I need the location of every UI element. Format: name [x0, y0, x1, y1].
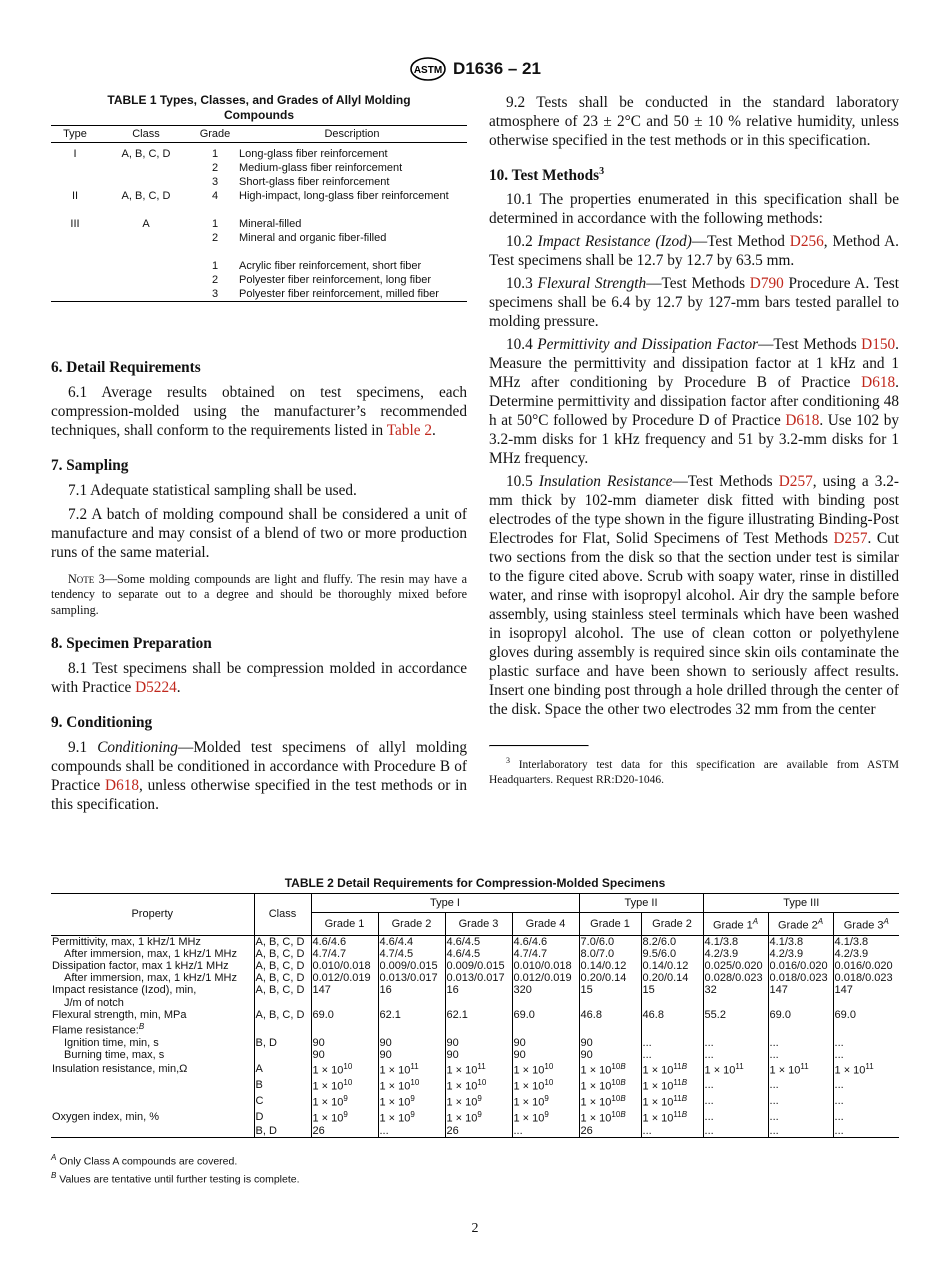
table2 — [51, 893, 899, 1138]
d150-link[interactable]: D150 — [861, 336, 896, 354]
d790-link[interactable]: D790 — [749, 275, 784, 293]
table2-property-cell: After immersion, max, 1 kHz/1 MHz — [64, 972, 237, 985]
table2-value-cell: 90 — [311, 1049, 378, 1061]
table2-value-cell: ... — [768, 1049, 833, 1061]
d257-link[interactable]: D257 — [833, 530, 868, 548]
table2-value-cell: 4.2/3.9 — [833, 948, 899, 960]
table2-value-cell: ... — [512, 1125, 579, 1138]
table2-grade-header: Grade 1 — [311, 913, 378, 936]
table2-value-cell: 0.012/0.019 — [311, 972, 378, 984]
table2-value-cell: 0.025/0.020 — [703, 960, 768, 972]
designation: D1636 – 21 — [453, 59, 541, 78]
table2-value-cell: ... — [833, 1125, 899, 1138]
table2-value-cell: 0.14/0.12 — [579, 960, 641, 972]
table2-value-cell: 0.013/0.017 — [378, 972, 445, 984]
table2-value-cell: ... — [768, 1125, 833, 1138]
table-row — [51, 948, 899, 960]
para-10-4: 10.4 Permittivity and Dissipation Factor—Test Methods D150. Measure the permittivity and dissipation factor at 1 kHz and 1 MHz after conditioning by Procedure B of Practice D618. Determine permittivity and dissipation factor after conditioning 48 h at 50°C followed by Procedure D of Practice D618. Use 102 by 3.2-mm disks for 1 kHz frequency and 51 by 3.2-mm disks for 1 MHz frequency. — [489, 336, 899, 468]
table1-caption: TABLE 1 Types, Classes, and Grades of Allyl Molding Compounds — [107, 93, 411, 122]
table2-value-cell: 4.1/3.8 — [703, 935, 768, 948]
table2-value-cell — [378, 1021, 445, 1037]
section-7-title: 7. Sampling — [51, 456, 129, 474]
table2-value-cell — [445, 1021, 512, 1037]
table2-value-cell: $1 \times 10^{11}$ — [378, 1061, 445, 1077]
table2-value-cell — [311, 1021, 378, 1037]
table2-value-cell: $1 \times 10^{10}$ — [512, 1061, 579, 1077]
table2-value-cell: $1 \times 10^9$ — [445, 1093, 512, 1109]
table2-value-cell — [579, 997, 641, 1009]
footnote-3: $^3$ Interlaboratory test data for this specification are available from ASTM Headquarters. Request RR:D20-1046. — [489, 756, 899, 786]
table2-value-cell: 16 — [378, 984, 445, 996]
table2-value-cell: ... — [833, 1093, 899, 1109]
table2-class-cell: B — [254, 1077, 311, 1093]
table2-value-cell: $1 \times 10^{10B}$ — [579, 1093, 641, 1109]
table2-value-cell: $1 \times 10^{11}$ — [703, 1061, 768, 1077]
para-7-2: 7.2 A batch of molding compound shall be considered a unit of manufacture and may consist of a blend of two or more production runs of the same material. — [51, 505, 467, 561]
table2-value-cell: 0.013/0.017 — [445, 972, 512, 984]
table2-value-cell: 4.1/3.8 — [768, 935, 833, 948]
table2-value-cell: 7.0/6.0 — [579, 935, 641, 948]
table2-value-cell: $1 \times 10^{11B}$ — [641, 1077, 703, 1093]
table-row — [51, 972, 899, 984]
table-row: I A, B, C, D 1 Long-glass fiber reinforcement — [73, 147, 388, 160]
table2-property-cell: After immersion, max, 1 kHz/1 MHz — [64, 947, 237, 960]
table2-value-cell: $1 \times 10^{11B}$ — [641, 1093, 703, 1109]
table2-class-cell: A, B, C, D — [254, 935, 311, 948]
table2-property-cell: Flexural strength, min, MPa — [52, 1008, 187, 1021]
table2-value-cell: ... — [833, 1049, 899, 1061]
table2-value-cell: $1 \times 10^9$ — [512, 1109, 579, 1125]
table2-grade-header: Grade 3 — [445, 913, 512, 936]
page-number: 2 — [471, 1221, 479, 1236]
table2-col-property: Property — [51, 894, 254, 936]
table2-value-cell: 8.2/6.0 — [641, 935, 703, 948]
table1-col-description: Description — [237, 126, 467, 143]
table2-value-cell: ... — [768, 1077, 833, 1093]
para-6-1: 6.1 Average results obtained on test specimens, each compression-molded using the manufacturer’s recommended techniques, shall conform to the requirements listed in Table 2. — [51, 383, 467, 439]
table-row — [51, 1009, 899, 1021]
table2-value-cell: $1 \times 10^9$ — [445, 1109, 512, 1125]
table2-value-cell: 4.2/3.9 — [768, 948, 833, 960]
table2-footnote-b: $^B$ Values are tentative until further testing is complete. — [51, 1170, 300, 1185]
table-row — [51, 1061, 899, 1077]
table2-property-cell: Insulation resistance, min,Ω — [52, 1063, 188, 1076]
table2-value-cell: $1 \times 10^{10B}$ — [579, 1061, 641, 1077]
table2-value-cell: 90 — [445, 1037, 512, 1049]
para-10-1: 10.1 The properties enumerated in this specification shall be determined in accordance with the following methods: — [489, 191, 899, 228]
table2-value-cell: $1 \times 10^{10}$ — [378, 1077, 445, 1093]
para-7-1: 7.1 Adequate statistical sampling shall be used. — [68, 481, 357, 499]
table2-class-cell: A, B, C, D — [254, 960, 311, 972]
table2-col-type1: Type I — [311, 894, 579, 913]
table2-value-cell: $1 \times 10^9$ — [512, 1093, 579, 1109]
d257-link[interactable]: D257 — [778, 473, 813, 491]
table2-value-cell: 15 — [641, 984, 703, 996]
table2-value-cell: ... — [641, 1125, 703, 1138]
table2-value-cell: 69.0 — [512, 1009, 579, 1021]
table2-class-cell: B, D — [254, 1125, 311, 1138]
table2-value-cell: 15 — [579, 984, 641, 996]
table2-class-cell: A, B, C, D — [254, 1009, 311, 1021]
table2-value-cell — [641, 997, 703, 1009]
table2-value-cell: 0.14/0.12 — [641, 960, 703, 972]
table-row: 3 Polyester fiber reinforcement, milled fiber — [51, 287, 467, 302]
table2-value-cell: 0.20/0.14 — [579, 972, 641, 984]
table2-value-cell: ... — [768, 1109, 833, 1125]
table2-value-cell — [311, 997, 378, 1009]
d256-link[interactable]: D256 — [789, 233, 824, 251]
table2-class-cell: B, D — [254, 1037, 311, 1049]
table2-value-cell: ... — [641, 1037, 703, 1049]
table2-value-cell — [833, 1021, 899, 1037]
table-row: II A, B, C, D 4 High-impact, long-glass fiber reinforcement — [71, 189, 449, 202]
table2-grade-header: Grade 2 — [641, 913, 703, 936]
table2-property-cell: J/m of notch — [64, 996, 124, 1009]
table2-value-cell: 320 — [512, 984, 579, 996]
table2-value-cell: 0.012/0.019 — [512, 972, 579, 984]
table2-value-cell: 0.20/0.14 — [641, 972, 703, 984]
table2-value-cell: $1 \times 10^{10}$ — [445, 1077, 512, 1093]
table2-class-cell: A, B, C, D — [254, 972, 311, 984]
table2-value-cell: 69.0 — [768, 1009, 833, 1021]
table-row — [51, 1037, 899, 1049]
table2-class-cell — [254, 997, 311, 1009]
table2-property-cell: Oxygen index, min, % — [52, 1110, 159, 1123]
table2-value-cell: 4.7/4.7 — [512, 948, 579, 960]
table2-value-cell: ... — [703, 1125, 768, 1138]
table2-value-cell: 90 — [579, 1049, 641, 1061]
table-row — [51, 997, 899, 1009]
table2-value-cell: 147 — [311, 984, 378, 996]
table1 — [51, 125, 467, 302]
table2-value-cell: 69.0 — [833, 1009, 899, 1021]
table2-value-cell: 46.8 — [641, 1009, 703, 1021]
para-10-3: 10.3 Flexural Strength—Test Methods D790 Procedure A. Test specimens shall be 6.4 by 12.7 by 127-mm bars tested parallel to molding pressure. — [489, 275, 900, 331]
table2-value-cell — [512, 1021, 579, 1037]
table2-value-cell: $1 \times 10^9$ — [311, 1109, 378, 1125]
table2-value-cell: $1 \times 10^{11B}$ — [641, 1109, 703, 1125]
table2-value-cell: 0.016/0.020 — [833, 960, 899, 972]
table2-value-cell: 32 — [703, 984, 768, 996]
table2-value-cell — [512, 997, 579, 1009]
table2-value-cell: 55.2 — [703, 1009, 768, 1021]
table2-value-cell: 8.0/7.0 — [579, 948, 641, 960]
note-3: Note 3—Some molding compounds are light and fluffy. The resin may have a tendency to separate out to a degree and should be thoroughly mixed before sampling. — [51, 571, 467, 617]
table2-value-cell: ... — [768, 1093, 833, 1109]
table-row: 2 Medium-glass fiber reinforcement — [211, 161, 403, 174]
table2-col-type2: Type II — [579, 894, 703, 913]
table-row — [51, 1093, 899, 1109]
table-row — [51, 1077, 899, 1093]
table2-value-cell: ... — [833, 1037, 899, 1049]
table2-grade-header: Grade 2 — [378, 913, 445, 936]
table2-value-cell: 0.028/0.023 — [703, 972, 768, 984]
table1-col-class: Class — [99, 126, 193, 143]
d5224-link[interactable]: D5224 — [135, 679, 177, 696]
para-10-2: 10.2 Impact Resistance (Izod)—Test Method D256, Method A. Test specimens shall be 12.7 by 12.7 by 63.5 mm. — [489, 233, 899, 270]
d618-link[interactable]: D618 — [105, 777, 140, 794]
table2-caption: TABLE 2 Detail Requirements for Compression-Molded Specimens — [284, 876, 666, 890]
para-9-1: 9.1 Conditioning—Molded test specimens of allyl molding compounds shall be conditioned in accordance with Procedure B of Practice D618, unless otherwise specified in the test methods or in this specification. — [51, 739, 467, 813]
table2-value-cell: 16 — [445, 984, 512, 996]
section-6-title: 6. Detail Requirements — [51, 358, 201, 376]
table2-value-cell: $1 \times 10^{11}$ — [768, 1061, 833, 1077]
table2-value-cell: 0.010/0.018 — [512, 960, 579, 972]
table1-col-type: Type — [51, 126, 99, 143]
table2-value-cell: 0.009/0.015 — [378, 960, 445, 972]
table2-property-cell: Flame resistance:$^B$ — [52, 1022, 145, 1037]
table2-value-cell — [641, 1021, 703, 1037]
table2-value-cell — [445, 997, 512, 1009]
table2-class-cell: C — [254, 1093, 311, 1109]
table2-value-cell: 0.018/0.023 — [768, 972, 833, 984]
right-column — [489, 93, 899, 788]
table2-value-cell: 4.6/4.5 — [445, 935, 512, 948]
table2-value-cell: 4.7/4.7 — [311, 948, 378, 960]
table2-value-cell: $1 \times 10^{10}$ — [311, 1061, 378, 1077]
table2-value-cell — [703, 1021, 768, 1037]
table-row — [51, 1021, 899, 1037]
page-header — [0, 56, 950, 87]
table2-property-cell — [51, 1077, 254, 1093]
table2-value-cell: ... — [703, 1077, 768, 1093]
table2-value-cell: 4.6/4.6 — [512, 935, 579, 948]
table2-class-cell — [254, 1049, 311, 1061]
table-row: 2 Mineral and organic fiber-filled — [211, 231, 387, 244]
table2-class-cell: A — [254, 1061, 311, 1077]
table2-class-cell: A, B, C, D — [254, 948, 311, 960]
table2-value-cell — [768, 997, 833, 1009]
table2-property-cell: Burning time, max, s — [64, 1049, 165, 1062]
table2-value-cell: ... — [703, 1037, 768, 1049]
table2-value-cell: 62.1 — [445, 1009, 512, 1021]
table2-col-type3: Type III — [703, 894, 899, 913]
table2-value-cell — [768, 1021, 833, 1037]
table2-value-cell: 90 — [445, 1049, 512, 1061]
table2-footnotes — [51, 1151, 300, 1186]
para-10-5: 10.5 Insulation Resistance—Test Methods D257, using a 3.2-mm thick by 102-mm diameter disk fitted with binding post electrodes of the type shown in the figure illustrating Binding-Post Electrodes for Flat, Solid Specimens of Test Methods D257. Cut two sections from the disk so that the section under test is similar to the figure cited above. Scrub with soapy water, rinse in distilled water, and rinse with isopropyl alcohol. Air dry the sample before assembly, using stainless steel terminals which have been washed in isopropyl alcohol. The use of clean cotton or polyethylene gloves during assembly is required since skin oils contaminate the plastic surface and have been shown to seriously affect results. Insert one binding post through a hole drilled through the center of the disk. Space the other two electrodes 32 mm from the center — [489, 473, 900, 719]
table2-value-cell: 26 — [579, 1125, 641, 1138]
d618-link[interactable]: D618 — [785, 412, 820, 430]
table2-value-cell: $1 \times 10^{10B}$ — [579, 1077, 641, 1093]
table2-property-cell: Permittivity, max, 1 kHz/1 MHz — [52, 935, 201, 948]
table2-value-cell — [833, 997, 899, 1009]
table1-col-grade: Grade — [193, 126, 237, 143]
table2-link[interactable]: Table 2 — [386, 421, 432, 439]
table2-grade-header: Grade 1 — [579, 913, 641, 936]
table2-value-cell: 62.1 — [378, 1009, 445, 1021]
table2-value-cell: ... — [703, 1093, 768, 1109]
table2-value-cell: 4.6/4.5 — [445, 948, 512, 960]
table2-value-cell: 9.5/6.0 — [641, 948, 703, 960]
table-row — [51, 1125, 899, 1138]
table2-col-class: Class — [254, 894, 311, 936]
table2-value-cell: 26 — [445, 1125, 512, 1138]
table2-value-cell: $1 \times 10^{11}$ — [833, 1061, 899, 1077]
section-10-title: 10. Test Methods$^3$ — [489, 166, 605, 185]
table2-value-cell: $1 \times 10^{10B}$ — [579, 1109, 641, 1125]
table2-value-cell: 0.010/0.018 — [311, 960, 378, 972]
table2-value-cell: $1 \times 10^9$ — [378, 1109, 445, 1125]
section-8-title: 8. Specimen Preparation — [51, 635, 212, 652]
table2-value-cell: 0.009/0.015 — [445, 960, 512, 972]
table-row: 1 Acrylic fiber reinforcement, short fiber — [211, 259, 422, 272]
table2-value-cell: ... — [833, 1109, 899, 1125]
table2-grade-header: Grade $3^A$ — [833, 913, 899, 936]
table2-value-cell: ... — [833, 1077, 899, 1093]
table2-value-cell: $1 \times 10^9$ — [378, 1093, 445, 1109]
table2-class-cell: A, B, C, D — [254, 984, 311, 996]
table-row: 2 Polyester fiber reinforcement, long fiber — [211, 273, 431, 286]
table-row: III A 1 Mineral-filled — [70, 217, 302, 230]
table-row — [51, 960, 899, 972]
table2-grade-header: Grade $2^A$ — [768, 913, 833, 936]
table2-value-cell — [378, 997, 445, 1009]
table2-value-cell: $1 \times 10^{10}$ — [311, 1077, 378, 1093]
table2-value-cell: ... — [703, 1049, 768, 1061]
table2-value-cell: ... — [703, 1109, 768, 1125]
table2-value-cell: 147 — [833, 984, 899, 996]
table-row — [51, 984, 899, 996]
table2-value-cell: 0.016/0.020 — [768, 960, 833, 972]
table2-value-cell: 90 — [378, 1037, 445, 1049]
table2-value-cell: 90 — [579, 1037, 641, 1049]
table2-value-cell: ... — [641, 1049, 703, 1061]
table2-value-cell: $1 \times 10^{11B}$ — [641, 1061, 703, 1077]
table2-value-cell: 90 — [311, 1037, 378, 1049]
table2-value-cell: $1 \times 10^9$ — [311, 1093, 378, 1109]
table2-property-cell: Dissipation factor, max 1 kHz/1 MHz — [52, 960, 229, 973]
table2-class-cell — [254, 1021, 311, 1037]
table2-footnote-a: $^A$ Only Class A compounds are covered. — [51, 1153, 238, 1168]
table2-grade-header: Grade $1^A$ — [703, 913, 768, 936]
table2-value-cell: 4.7/4.5 — [378, 948, 445, 960]
table2-value-cell: 90 — [378, 1049, 445, 1061]
d618-link[interactable]: D618 — [861, 374, 896, 392]
para-8-1: 8.1 Test specimens shall be compression molded in accordance with Practice D5224. — [51, 660, 467, 696]
astm-logo-icon — [409, 56, 447, 82]
table2-property-cell: Ignition time, min, s — [64, 1036, 159, 1049]
table2-value-cell: 4.2/3.9 — [703, 948, 768, 960]
table2-value-cell: 0.018/0.023 — [833, 972, 899, 984]
table2-value-cell: 4.1/3.8 — [833, 935, 899, 948]
table2-value-cell: ... — [768, 1037, 833, 1049]
table2-grade-header: Grade 4 — [512, 913, 579, 936]
para-9-2: 9.2 Tests shall be conducted in the standard laboratory atmosphere of 23 ± 2°C and 50 ± 10 % relative humidity, unless otherwise specified in the test methods or in this specification. — [489, 94, 899, 149]
table2-property-cell: Impact resistance (Izod), min, — [52, 984, 197, 997]
logo-text: ASTM — [413, 65, 443, 76]
table-row — [51, 935, 899, 948]
table2-value-cell — [579, 1021, 641, 1037]
section-9-title: 9. Conditioning — [51, 714, 153, 731]
table2-value-cell: ... — [378, 1125, 445, 1138]
table-row — [51, 1049, 899, 1061]
table2-value-cell: $1 \times 10^{11}$ — [445, 1061, 512, 1077]
table2-value-cell: 69.0 — [311, 1009, 378, 1021]
left-column — [51, 93, 467, 814]
table2-value-cell: $1 \times 10^{10}$ — [512, 1077, 579, 1093]
table2-value-cell: 26 — [311, 1125, 378, 1138]
table2-value-cell: 4.6/4.6 — [311, 935, 378, 948]
table2-property-cell — [51, 1093, 254, 1109]
table2-value-cell: 46.8 — [579, 1009, 641, 1021]
table2-class-cell: D — [254, 1109, 311, 1125]
table2-property-cell — [51, 1125, 254, 1138]
table2-value-cell: 4.6/4.4 — [378, 935, 445, 948]
table-row — [51, 1109, 899, 1125]
table2-value-cell — [703, 997, 768, 1009]
table2-value-cell: 90 — [512, 1037, 579, 1049]
table-row: 3 Short-glass fiber reinforcement — [211, 175, 390, 188]
table2-value-cell: 147 — [768, 984, 833, 996]
table2-value-cell: 90 — [512, 1049, 579, 1061]
